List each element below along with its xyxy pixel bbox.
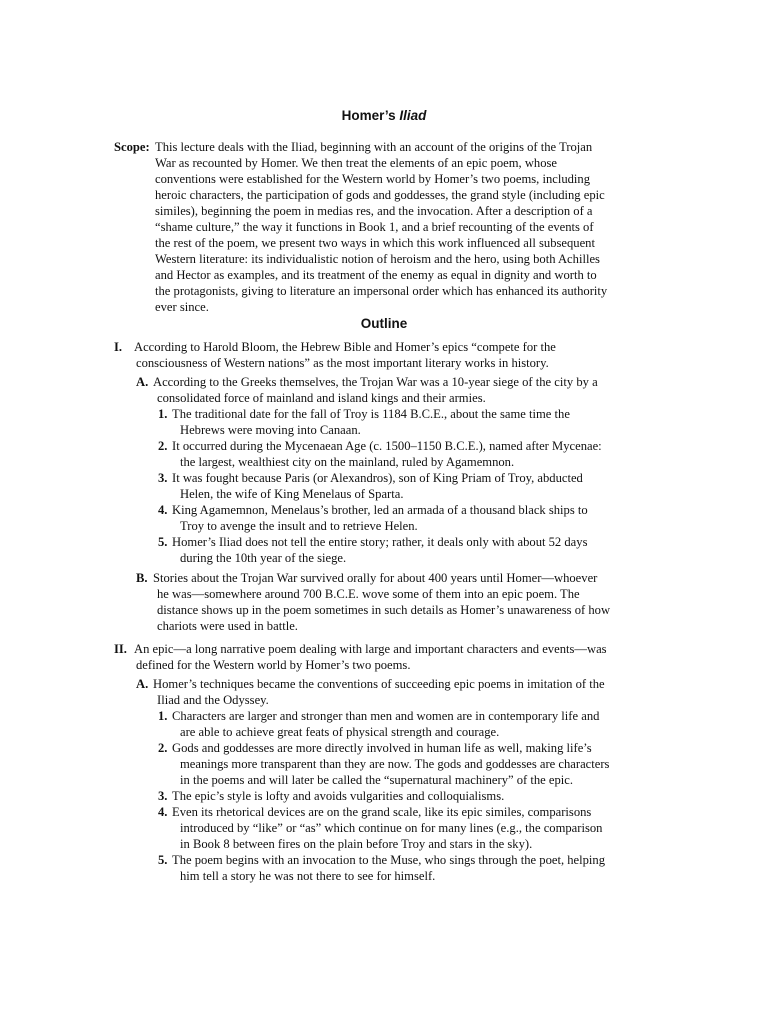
- title-emphasis: Iliad: [399, 108, 427, 123]
- scope-line: heroic characters, the participation of gods and goddesses, the grand style (including epic: [155, 188, 605, 202]
- point-item-marker: [158, 708, 167, 724]
- outline-heading: Outline: [360, 316, 408, 331]
- point-item-number: 1.: [158, 709, 168, 723]
- point-item-number: 5.: [158, 853, 168, 867]
- subsection-item-number: A.: [136, 677, 149, 691]
- section-item-marker: [114, 339, 122, 355]
- subsection-item-text: chariots were used in battle.: [157, 619, 298, 633]
- point-item-text: The poem begins with an invocation to the Muse, who sings through the poet, helping: [172, 853, 606, 867]
- section-item-number: II.: [114, 642, 127, 656]
- point-item-number: 2.: [158, 741, 168, 755]
- point-item-text: Characters are larger and stronger than men and women are in contemporary life and: [172, 709, 600, 723]
- subsection-item-text: Stories about the Trojan War survived orally for about 400 years until Homer—whoever: [153, 571, 598, 585]
- point-item-text: in the poems and will later be called the “supernatural machinery” of the epic.: [180, 773, 574, 787]
- scope-line: ever since.: [155, 300, 209, 314]
- scope-line: similes), beginning the poem in medias res, and the invocation. After a description of a: [155, 204, 593, 218]
- scope-line: the protagonists, giving to literature an impersonal order which has enhanced its authority: [155, 284, 608, 298]
- section-item-marker: [114, 641, 127, 657]
- scope-line: Western literature: its individualistic notion of heroism and the hero, using both Achilles: [155, 252, 600, 266]
- point-item-text: in Book 8 between fires on the plain before Troy and stars in the sky).: [180, 837, 533, 851]
- point-item-number: 3.: [158, 471, 168, 485]
- scope-line: and Hector as examples, and its treatment of the enemy as equal in dignity and worth to: [155, 268, 597, 282]
- section-item-number: I.: [114, 340, 123, 354]
- point-item-marker: [158, 788, 167, 804]
- point-item-number: 4.: [158, 503, 168, 517]
- point-item-marker: [158, 502, 167, 518]
- point-item-text: during the 10th year of the siege.: [180, 551, 347, 565]
- scope-line: the rest of the poem, we present two ways in which this work influenced all subsequent: [155, 236, 595, 250]
- point-item-marker: [158, 804, 167, 820]
- point-item-text: Hebrews were moving into Canaan.: [180, 423, 361, 437]
- point-item-text: Troy to avenge the insult and to retrieve Helen.: [180, 519, 418, 533]
- point-item-number: 5.: [158, 535, 168, 549]
- point-item-number: 2.: [158, 439, 168, 453]
- point-item-marker: [158, 470, 167, 486]
- point-item-text: Homer’s Iliad does not tell the entire story; rather, it deals only with about 52 days: [172, 535, 588, 549]
- point-item-number: 4.: [158, 805, 168, 819]
- scope-text: [155, 139, 675, 315]
- scope-line: “shame culture,” the way it functions in Book 1, and a brief recounting of the events of: [155, 220, 594, 234]
- section-item-text: consciousness of Western nations” as the most important literary works in history.: [136, 356, 549, 370]
- scope-paragraph: [114, 139, 674, 314]
- point-item-text: It occurred during the Mycenaean Age (c. 1500–1150 B.C.E.), named after Mycenae:: [172, 439, 602, 453]
- point-item-text: Even its rhetorical devices are on the grand scale, like its epic similes, comparisons: [172, 805, 592, 819]
- subsection-item-text: consolidated force of mainland and island kings and their armies.: [157, 391, 486, 405]
- point-item-text: The epic’s style is lofty and avoids vulgarities and colloquialisms.: [172, 789, 505, 803]
- point-item-text: Helen, the wife of King Menelaus of Sparta.: [180, 487, 404, 501]
- point-item-text: the largest, wealthiest city on the mainland, ruled by Agamemnon.: [180, 455, 515, 469]
- subsection-item-text: Iliad and the Odyssey.: [157, 693, 269, 707]
- point-item-marker: [158, 406, 167, 422]
- subsection-item-text: Homer’s techniques became the conventions of succeeding epic poems in imitation of the: [153, 677, 605, 691]
- point-item-marker: [158, 534, 167, 550]
- scope-line: conventions were established for the Western world by Homer’s two poems, including: [155, 172, 591, 186]
- point-item-marker: [158, 438, 167, 454]
- section-item-text: An epic—a long narrative poem dealing with large and important characters and events—was: [134, 642, 607, 656]
- point-item-text: The traditional date for the fall of Troy is 1184 B.C.E., about the same time the: [172, 407, 570, 421]
- point-item-text: It was fought because Paris (or Alexandros), son of King Priam of Troy, abducted: [172, 471, 583, 485]
- scope-label: Scope:: [114, 140, 150, 154]
- scope-line: This lecture deals with the Iliad, beginning with an account of the origins of the Trojan: [155, 140, 593, 154]
- point-item-marker: [158, 852, 167, 868]
- subsection-item-marker: [136, 676, 148, 692]
- subsection-item-text: he was—somewhere around 700 B.C.E. wove some of them into an epic poem. The: [157, 587, 580, 601]
- subsection-item-text: distance shows up in the poem sometimes in such details as Homer’s unawareness of how: [157, 603, 611, 617]
- subsection-item-marker: [136, 570, 148, 586]
- point-item-text: Gods and goddesses are more directly involved in human life as well, making life’s: [172, 741, 592, 755]
- scope-line: War as recounted by Homer. We then treat the elements of an epic poem, whose: [155, 156, 557, 170]
- point-item-text: introduced by “like” or “as” which continue on for many lines (e.g., the comparison: [180, 821, 603, 835]
- subsection-item-number: A.: [136, 375, 149, 389]
- page-title: [0, 108, 768, 123]
- point-item-text: him tell a story he was not there to see for himself.: [180, 869, 436, 883]
- subsection-item-marker: [136, 374, 148, 390]
- point-item-marker: [158, 740, 167, 756]
- section-item-text: According to Harold Bloom, the Hebrew Bible and Homer’s epics “compete for the: [134, 340, 556, 354]
- point-item-text: are able to achieve great feats of physical strength and courage.: [180, 725, 500, 739]
- subsection-item-text: According to the Greeks themselves, the Trojan War was a 10-year siege of the city by a: [153, 375, 598, 389]
- point-item-number: 1.: [158, 407, 168, 421]
- point-item-number: 3.: [158, 789, 168, 803]
- point-item-text: meanings more transparent than they are now. The gods and goddesses are characters: [180, 757, 610, 771]
- subsection-item-number: B.: [136, 571, 148, 585]
- point-item-text: King Agamemnon, Menelaus’s brother, led an armada of a thousand black ships to: [172, 503, 588, 517]
- title-main: Homer’s: [341, 108, 400, 123]
- section-item-text: defined for the Western world by Homer’s two poems.: [136, 658, 411, 672]
